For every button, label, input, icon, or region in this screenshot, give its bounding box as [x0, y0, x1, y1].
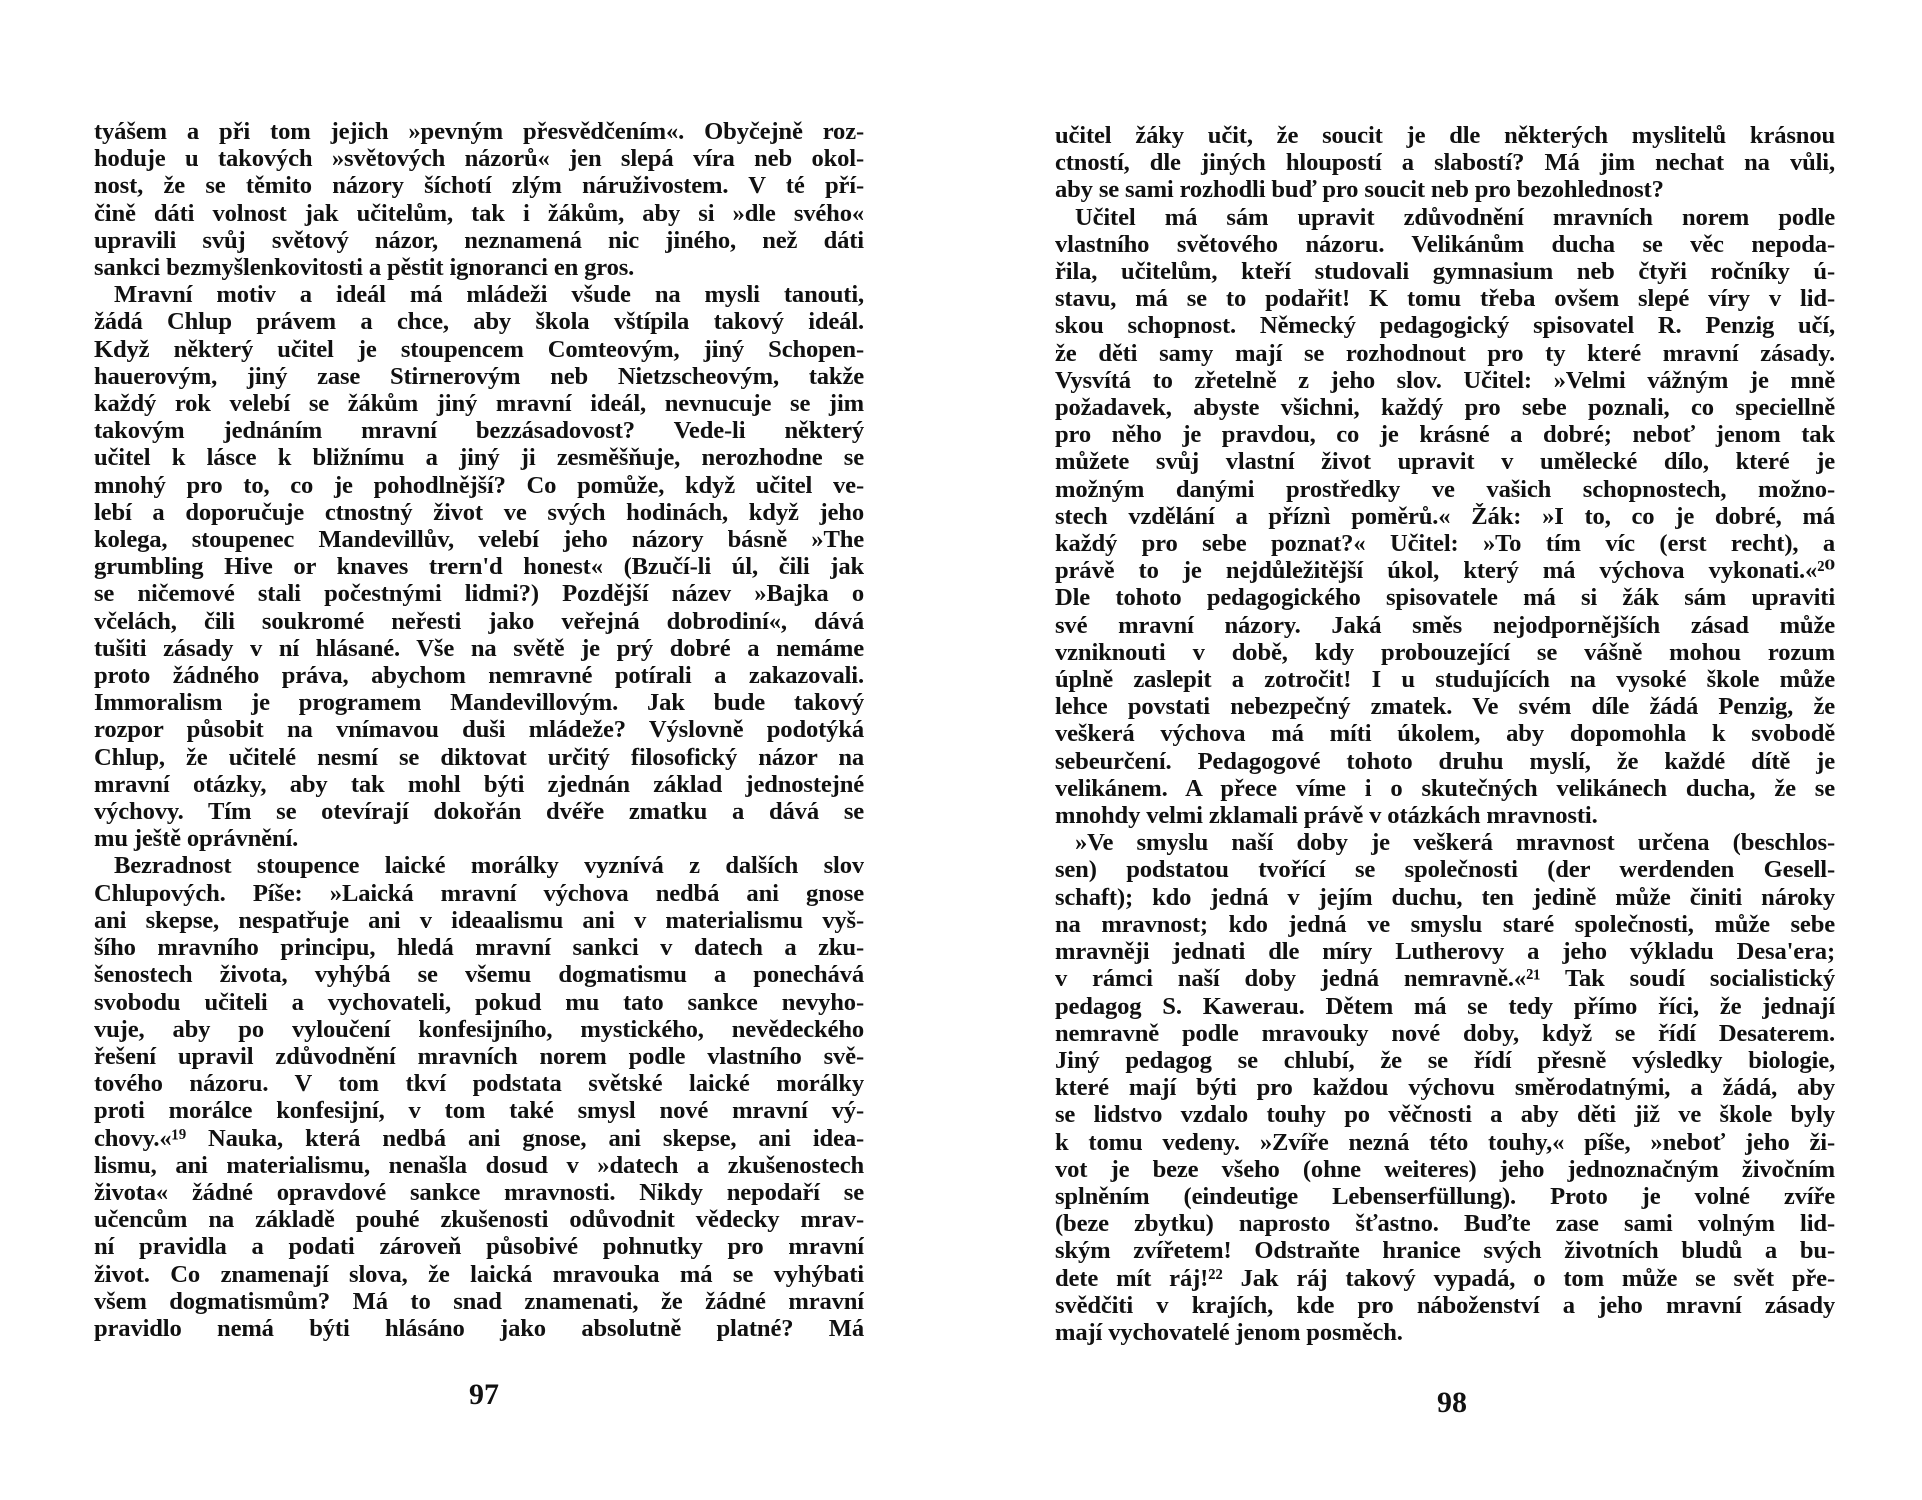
text-line: každý pro sebe poznat?« Učitel: »To tím víc (erst recht), a [1055, 530, 1835, 558]
text-line: ani skepse, nespatřuje ani v ideaalismu ani v materialismu vyš- [94, 906, 864, 934]
text-line: vzniknouti v době, kdy probouzející se vášně mohou rozum [1055, 638, 1835, 666]
text-line: učencům na základě pouhé zkušenosti odůvodnit vědecky mrav- [94, 1206, 864, 1234]
text-line: učitel žáky učit, že soucit je dle některých myslitelů krásnou [1055, 122, 1835, 149]
text-line: dete mít ráj!²² Jak ráj takový vypadá, o tom může se svět pře- [1055, 1264, 1835, 1292]
text-line: svobodu učiteli a vychovateli, pokud mu tato sankce nevyho- [94, 988, 864, 1016]
text-line: života« žádné opravdové sankce mravnosti. Nikdy nepodaří se [94, 1178, 864, 1206]
right-paragraph-1 [1055, 122, 1835, 204]
text-line: úplně zaslepit a zotročit! I u studujících na vysoké škole může [1055, 666, 1835, 694]
text-line: Jiný pedagog se chlubí, že se řídí přesně výsledky biologie, [1055, 1046, 1835, 1074]
page-number-left: 97 [469, 1378, 499, 1411]
text-line: hauerovým, jiný zase Stirnerovým neb Nietzscheovým, takže [94, 362, 864, 390]
text-line: k tomu vedeny. »Zvíře nezná této touhy,« píše, »neboť jeho ži- [1055, 1128, 1835, 1156]
text-line: šenostech života, vyhýbá se všemu dogmatismu a ponechává [94, 961, 864, 989]
text-line: splněním (eindeutige Lebenserfüllung). Proto je volné zvíře [1055, 1182, 1835, 1210]
text-line: ctností, dle jiných hloupostí a slabostí? Má jim nechat na vůli, [1055, 149, 1835, 177]
text-line: lebí a doporučuje ctnostný život ve svých hodinách, když jeho [94, 498, 864, 526]
text-line: skou schopnost. Německý pedagogický spisovatel R. Penzig učí, [1055, 312, 1835, 340]
text-line: mu ještě oprávnění. [94, 825, 299, 853]
text-line: stech vzdělání a příznì poměrů.« Žák: »I to, co je dobré, má [1055, 502, 1835, 530]
page-number-right: 98 [1437, 1386, 1467, 1419]
text-line: požadavek, abyste všichni, každý pro sebe poznali, co speciellně [1055, 394, 1835, 422]
text-line: mnohý pro to, co je pohodlnější? Co pomůže, když učitel ve- [94, 471, 864, 499]
text-line: sankci bezmyšlenkovitosti a pěstit ignoranci en gros. [94, 254, 635, 282]
text-line: právě to je nejdůležitější úkol, který má výchova vykonati.«²⁰ [1055, 557, 1835, 585]
text-line: mravněji jednati dle míry Lutherovy a jeho výkladu Desa'era; [1055, 938, 1835, 966]
right-page [1055, 122, 1835, 1346]
text-line: se lidstvo vzdalo touhy po věčnosti a aby děti již ve škole byly [1055, 1101, 1835, 1129]
text-line: upravili svůj světový názor, neznamená nic jiného, než dáti [94, 226, 864, 254]
text-line: hoduje u takových »světových názorů« jen slepá víra neb okol- [94, 145, 864, 173]
text-line: proto žádného práva, abychom nemravné potírali a zakazovali. [94, 662, 864, 690]
text-line: můžete svůj vlastní život upravit v umělecké dílo, které je [1055, 448, 1835, 476]
text-line: nost, že se těmito názory šíchotí zlým náruživostem. V té pří- [94, 172, 864, 200]
text-line: Chlupových. Píše: »Laická mravní výchova nedbá ani gnose [94, 879, 864, 907]
text-line: lismu, ani materialismu, nenašla dosud v »datech a zkušenostech [94, 1151, 864, 1179]
text-line: možným danými prostředky ve vašich schopnostech, možno- [1055, 475, 1835, 503]
text-line: Immoralism je programem Mandevillovým. Jak bude takový [94, 689, 864, 717]
text-line: pravidlo nemá býti hlásáno jako absolutně platné? Má [94, 1314, 864, 1342]
right-paragraph-2 [1055, 204, 1835, 830]
text-line: sen) podstatou tvořící se společnosti (der werdenden Gesell- [1055, 856, 1835, 884]
text-line: mravní otázky, aby tak mohl býti zjednán základ jednostejné [94, 770, 864, 798]
text-line: stavu, má se to podařit! K tomu třeba ovšem slepé víry v lid- [1055, 285, 1835, 313]
text-line: vlastního světového názoru. Velikánům ducha se věc nepoda- [1055, 230, 1835, 258]
text-line: aby se sami rozhodli buď pro soucit neb pro bezohlednost? [1055, 176, 1664, 204]
text-line: tového názoru. V tom tkví podstata světské laické morálky [94, 1070, 864, 1098]
text-line: veškerá výchova má míti úkolem, aby dopomohla k svobodě [1055, 720, 1835, 748]
text-line: svědčiti v krajích, kde pro náboženství a jeho mravní zásady [1055, 1291, 1835, 1319]
text-line: všem dogmatismům? Má to snad znamenati, že žádné mravní [94, 1287, 864, 1315]
text-line: tušiti zásady v ní hlásané. Vše na světě je prý dobré a nemáme [94, 634, 864, 662]
text-line: výchovy. Tím se otevírají dokořán dvéře zmatku a dává se [94, 798, 864, 826]
text-line: řila, učitelům, kteří studovali gymnasium neb čtyři ročníky ú- [1055, 258, 1835, 286]
text-line: proti morálce konfesijní, v tom také smysl nové mravní vý- [94, 1097, 864, 1125]
right-paragraph-3 [1055, 829, 1835, 1346]
text-line: život. Co znamenají slova, že laická mravouka má se vyhýbati [94, 1260, 864, 1288]
text-line: Chlup, že učitelé nesmí se diktovat určitý filosofický názor na [94, 743, 864, 771]
text-line: své mravní názory. Jaká směs nejodpornějších zásad může [1055, 611, 1835, 639]
text-line: nemravně podle mravouky nové doby, když se řídí Desaterem. [1055, 1019, 1835, 1047]
text-line: učitel k lásce k bližnímu a jiný ji zesměšňuje, nerozhodne se [94, 444, 864, 472]
text-line: Mravní motiv a ideál má mládeži všude na mysli tanouti, [114, 281, 864, 309]
text-line: vot je beze všeho (ohne weiteres) jeho jednoznačným živočním [1055, 1155, 1835, 1183]
text-line: čině dáti volnost jak učitelům, tak i žákům, aby si »dle svého« [94, 199, 864, 227]
text-line: žádá Chlup právem a chce, aby škola vštípila takový ideál. [94, 308, 864, 336]
text-line: které mají býti pro každou výchovu směrodatnými, a žádá, aby [1055, 1074, 1835, 1102]
text-line: Dle tohoto pedagogického spisovatele má si žák sám upraviti [1055, 584, 1835, 612]
text-line: mnohdy velmi zklamali právě v otázkách mravnosti. [1055, 802, 1598, 830]
text-line: (beze zbytku) naprosto šťastno. Buďte zase sami volným lid- [1055, 1210, 1835, 1238]
text-line: řešení upravil zdůvodnění mravních norem podle vlastního svě- [94, 1042, 864, 1070]
text-line: takovým jednáním mravní bezzásadovost? Vede-li některý [94, 417, 864, 445]
text-line: velikánem. A přece víme i o skutečných velikánech ducha, že se [1055, 774, 1835, 802]
text-line: se ničemové stali počestnými lidmi?) Pozdější název »Bajka o [94, 580, 864, 608]
left-paragraph-2 [94, 281, 864, 852]
left-paragraph-1 [94, 118, 864, 281]
text-line: na mravnost; kdo jedná ve smyslu staré společnosti, může sebe [1055, 910, 1835, 938]
text-line: »Ve smyslu naší doby je veškerá mravnost určena (beschlos- [1075, 829, 1835, 857]
text-line: rozpor působit na vnímavou duši mládeže? Výslovně podotýká [94, 716, 864, 744]
text-line: sebeurčení. Pedagogové tohoto druhu myslí, že každé dítě je [1055, 747, 1835, 775]
text-line: kolega, stoupenec Mandevillův, velebí jeho názory básně »The [94, 526, 864, 554]
text-line: ským zvířetem! Odstraňte hranice svých životních bludů a bu- [1055, 1237, 1835, 1265]
text-line: Vysvítá to zřetelně z jeho slov. Učitel: »Velmi vážným je mně [1055, 366, 1835, 394]
text-line: grumbling Hive or knaves trern'd honest« (Bzučí-li úl, čili jak [94, 553, 864, 581]
left-page [94, 118, 864, 1342]
left-paragraph-3 [94, 852, 864, 1342]
text-line: vuje, aby po vyloučení konfesijního, mystického, nevědeckého [94, 1015, 864, 1043]
text-line: včelách, čili soukromé neřesti jako veřejná dobrodiní«, dává [94, 607, 864, 635]
text-line: schaft); kdo jedná v jejím duchu, ten jedině může činiti nároky [1055, 883, 1835, 911]
text-line: ní pravidla a podati zároveň působivé pohnutky pro mravní [94, 1233, 864, 1261]
text-line: chovy.«¹⁹ Nauka, která nedbá ani gnose, ani skepse, ani idea- [94, 1124, 864, 1152]
text-line: mají vychovatelé jenom posměch. [1055, 1318, 1403, 1346]
text-line: v rámci naší doby jedná nemravně.«²¹ Tak soudí socialistický [1055, 965, 1835, 993]
text-line: tyášem a při tom jejich »pevným přesvědčením«. Obyčejně roz- [94, 118, 864, 145]
text-line: pedagog S. Kawerau. Dětem má se tedy přímo říci, že jednají [1055, 992, 1835, 1020]
text-line: každý rok velebí se žákům jiný mravní ideál, nevnucuje se jim [94, 390, 864, 418]
text-line: šího mravního principu, hledá mravní sankci v datech a zku- [94, 934, 864, 962]
text-line: Když některý učitel je stoupencem Comteovým, jiný Schopen- [94, 335, 864, 363]
text-line: Bezradnost stoupence laické morálky vyznívá z dalších slov [114, 852, 864, 880]
text-line: Učitel má sám upravit zdůvodnění mravních norem podle [1075, 203, 1835, 231]
text-line: pro něho je pravdou, co je krásné a dobré; neboť jenom tak [1055, 421, 1835, 449]
text-line: lehce povstati nebezpečný zmatek. Ve svém díle žádá Penzig, že [1055, 693, 1835, 721]
text-line: že děti samy mají se rozhodnout pro ty které mravní zásady. [1055, 339, 1835, 367]
